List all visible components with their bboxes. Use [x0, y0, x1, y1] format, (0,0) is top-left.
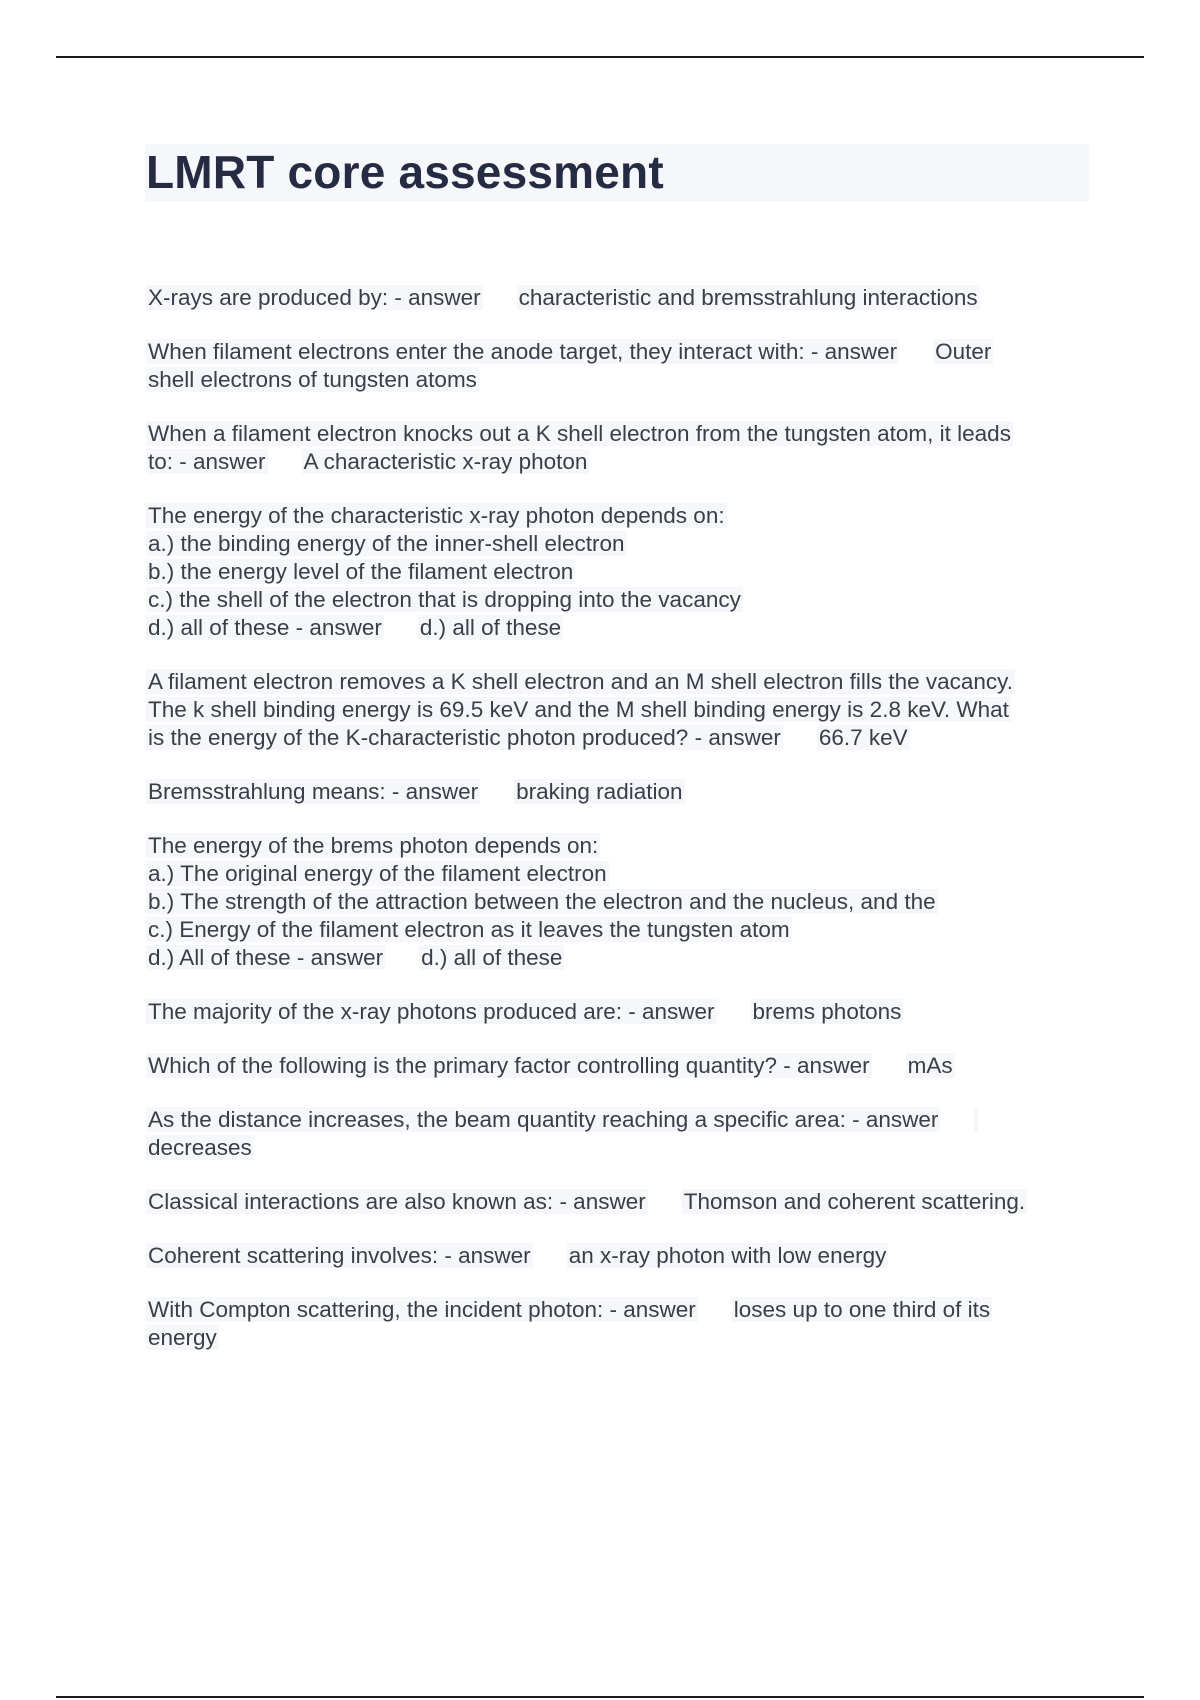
- answer-text: decreases: [146, 1107, 978, 1160]
- question-text: The energy of the characteristic x-ray photon depends on: a.) the binding energy of the inner-shell electron b.) the energy level of the filament electron c.) the shell of the electron that is dropping into the vacancy d.) all of these - answer: [148, 503, 741, 640]
- answer-text: characteristic and bremsstrahlung interactions: [518, 285, 978, 310]
- qa-item: [146, 338, 1096, 394]
- qa-list: [146, 284, 1096, 1378]
- question-text: The energy of the brems photon depends on: a.) The original energy of the filament electron b.) The strength of the attraction between the electron and the nucleus, and the c.) Energy of the filament electron as it leaves the tungsten atom d.) All of these - answer: [148, 833, 936, 970]
- qa-item: [146, 832, 1096, 972]
- question-text: A filament electron removes a K shell electron and an M shell electron fills the vacancy. The k shell binding energy is 69.5 keV and the M shell binding energy is 2.8 keV. What is the energy of the K-characteristic photon produced? - answer: [148, 669, 1014, 750]
- question-text: Which of the following is the primary factor controlling quantity? - answer: [148, 1053, 870, 1078]
- header-rule: [56, 56, 1144, 58]
- question-text: As the distance increases, the beam quantity reaching a specific area: - answer: [148, 1107, 939, 1132]
- question-text: The majority of the x-ray photons produced are: - answer: [148, 999, 715, 1024]
- answer-text: braking radiation: [516, 779, 683, 804]
- qa-item: [146, 502, 1096, 642]
- question-text: When a filament electron knocks out a K shell electron from the tungsten atom, it leads to: - answer: [148, 421, 1011, 474]
- answer-text: loses up to one third of its energy: [148, 1297, 991, 1350]
- question-text: When filament electrons enter the anode target, they interact with: - answer: [148, 339, 898, 364]
- qa-item: [146, 420, 1096, 476]
- question-text: With Compton scattering, the incident photon: - answer: [148, 1297, 696, 1322]
- qa-item: [146, 1106, 1096, 1162]
- answer-text: brems photons: [752, 999, 902, 1024]
- document-title: LMRT core assessment: [146, 146, 664, 198]
- qa-item: [146, 1242, 1096, 1270]
- answer-text: Thomson and coherent scattering.: [683, 1189, 1026, 1214]
- answer-text: A characteristic x-ray photon: [303, 449, 588, 474]
- footer-rule: [56, 1696, 1144, 1698]
- answer-text: Outer shell electrons of tungsten atoms: [148, 339, 992, 392]
- answer-text: d.) all of these: [419, 615, 562, 640]
- answer-text: mAs: [907, 1053, 953, 1078]
- qa-item: [146, 778, 1096, 806]
- qa-item: [146, 1188, 1096, 1216]
- question-text: Bremsstrahlung means: - answer: [148, 779, 479, 804]
- question-text: Coherent scattering involves: - answer: [148, 1243, 531, 1268]
- question-text: Classical interactions are also known as: - answer: [148, 1189, 646, 1214]
- answer-text: an x-ray photon with low energy: [568, 1243, 887, 1268]
- qa-item: [146, 998, 1096, 1026]
- qa-item: [146, 668, 1096, 752]
- qa-item: [146, 284, 1096, 312]
- qa-item: [146, 1052, 1096, 1080]
- answer-text: 66.7 keV: [818, 725, 908, 750]
- question-text: X-rays are produced by: - answer: [148, 285, 481, 310]
- answer-text: d.) all of these: [421, 945, 563, 970]
- qa-item: [146, 1296, 1096, 1352]
